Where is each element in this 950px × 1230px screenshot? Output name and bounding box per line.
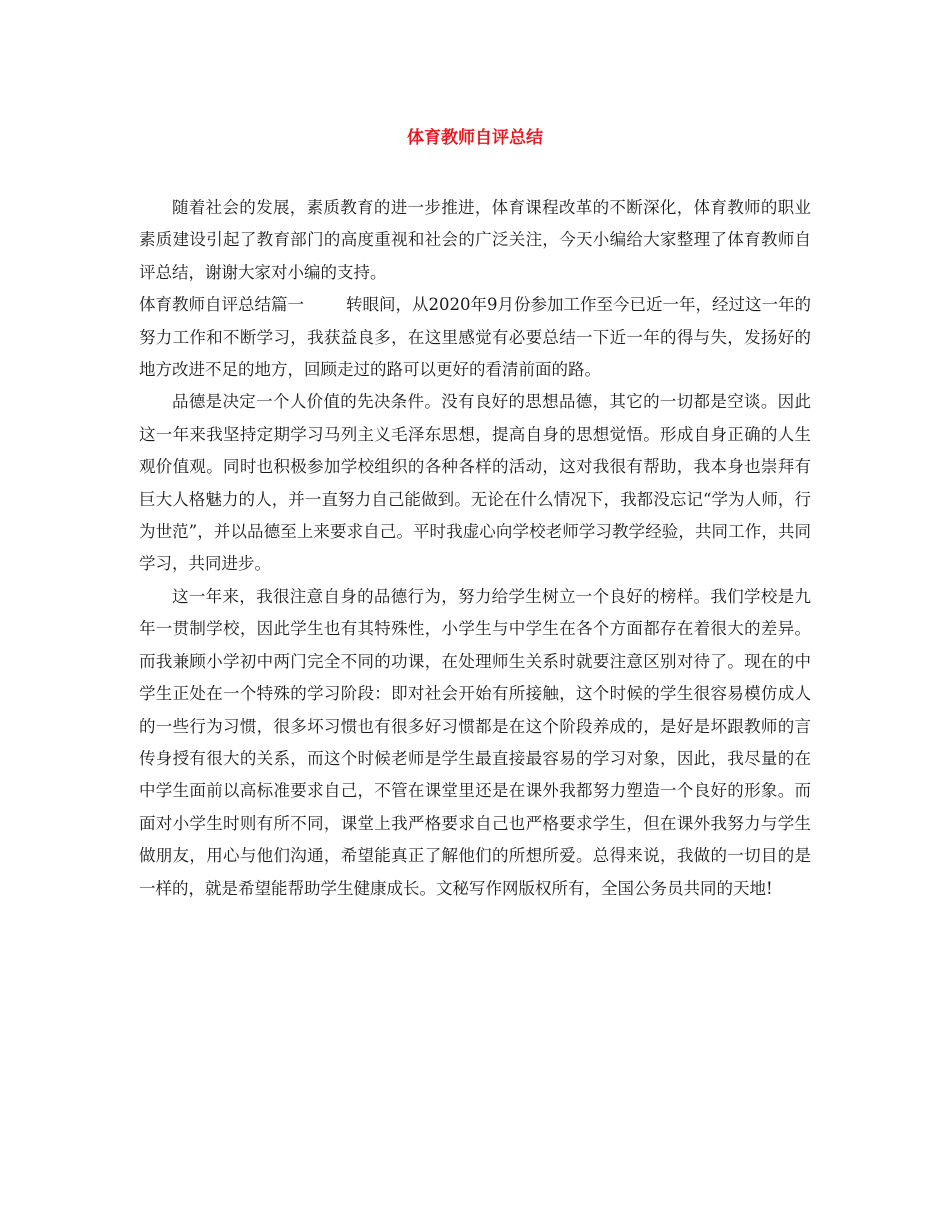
body-paragraph-2: 这一年来，我很注意自身的品德行为，努力给学生树立一个良好的榜样。我们学校是九年一贯制学校，因此学生也有其特殊性，小学生与中学生在各个方面都存在着很大的差异。而我兼顾小学初中两门完全不同的功课，在处理师生关系时就要注意区别对待了。现在的中学生正处在一个特殊的学习阶段：即对社会开始有所接触，这个时候的学生很容易模仿成人的一些行为习惯，很多坏习惯也有很多好习惯都是在这个阶段养成的，是好是坏跟教师的言传身授有很大的关系，而这个时候老师是学生最直接最容易的学习对象，因此，我尽量的在中学生面前以高标准要求自己，不管在课堂里还是在课外我都努力塑造一个良好的形象。而面对小学生时则有所不同，课堂上我严格要求自己也严格要求学生，但在课外我努力与学生做朋友，用心与他们沟通，希望能真正了解他们的所想所爱。总得来说，我做的一切目的是一样的，就是希望能帮助学生健康成长。文秘写作网版权所有，全国公务员共同的天地! — [139, 586, 811, 898]
intro-paragraph: 随着社会的发展，素质教育的进一步推进，体育课程改革的不断深化，体育教师的职业素质建设引起了教育部门的高度重视和社会的广泛关注，今天小编给大家整理了体育教师自评总结，谢谢大家对小编的支持。 — [139, 198, 811, 282]
section-one — [139, 289, 811, 386]
body-paragraph-1: 品德是决定一个人价值的先决条件。没有良好的思想品德，其它的一切都是空谈。因此这一年来我坚持定期学习马列主义毛泽东思想，提高自身的思想觉悟。形成自身正确的人生观价值观。同时也积极参加学校组织的各种各样的活动，这对我很有帮助，我本身也崇拜有巨大人格魅力的人，并一直努力自己能做到。无论在什么情况下，我都没忘记“学为人师，行为世范”，并以品德至上来要求自己。平时我虚心向学校老师学习教学经验，共同工作，共同学习，共同进步。 — [139, 392, 811, 574]
document-title: 体育教师自评总结 — [407, 128, 543, 148]
section-heading: 体育教师自评总结篇一 — [139, 295, 304, 315]
section-first-paragraph: 转眼间，从2020年9月份参加工作至今已近一年，经过这一年的努力工作和不断学习，我获益良多，在这里感觉有必要总结一下近一年的得与失，发扬好的地方改进不足的地方，回顾走过的路可以更好的看清前面的路。 — [139, 295, 811, 380]
document-body — [139, 192, 811, 905]
